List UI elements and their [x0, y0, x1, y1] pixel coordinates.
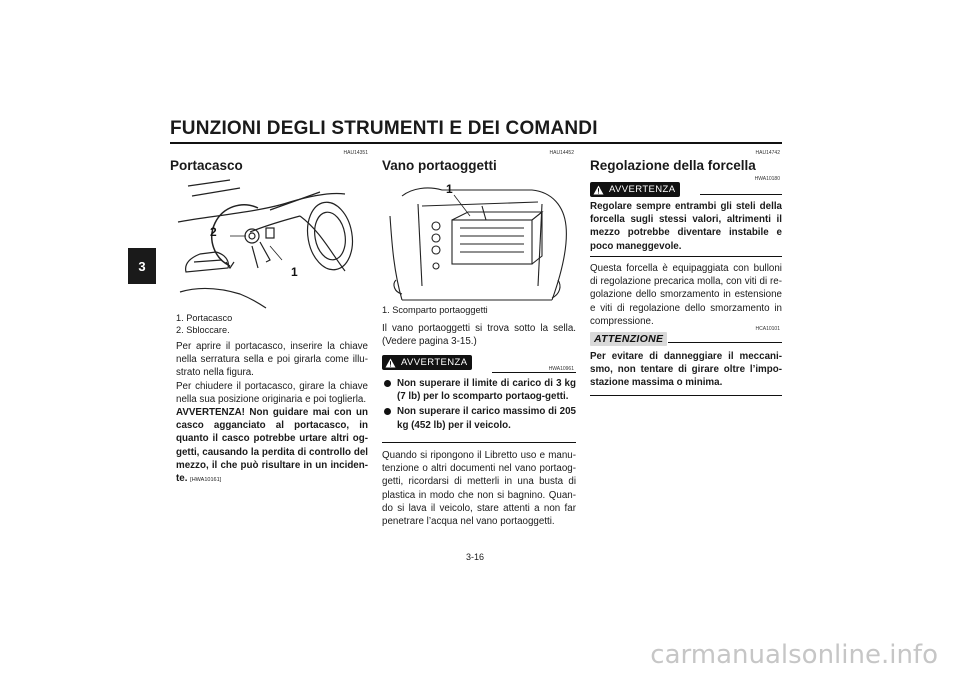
- inline-warning: [176, 406, 368, 487]
- bullet-text: Non superare il limite di carico di 3 kg (7 lb) per lo scomparto portaog-getti.: [397, 378, 576, 403]
- page-number: 3-16: [466, 552, 485, 562]
- section-heading-portacasco: Portacasco: [170, 158, 243, 173]
- portacasco-body: [176, 340, 368, 487]
- caution-rule: [668, 342, 782, 343]
- page-title: FUNZIONI DEGLI STRUMENTI E DEI COMANDI: [170, 118, 598, 139]
- warning-code: HWA10961: [548, 366, 574, 372]
- bullet-text: Non superare il carico massimo di 205 kg (452 lb) per il veicolo.: [397, 406, 576, 431]
- warning-bullets: [382, 377, 576, 432]
- title-rule: [170, 142, 782, 144]
- caution-code: HCA10101: [755, 326, 780, 332]
- section-heading-regolazione-forcella: Regolazione della forcella: [590, 158, 756, 173]
- inline-warning-code: [HWA10161]: [190, 477, 222, 484]
- paragraph: Quando si ripongono il Libretto uso e manu-tenzione o altri documenti nel vano portaog-getti, ricordarsi di metterli in una busta di plastica in modo che non si bagnino. Quan-do si lava il veicolo, stare attenti a non far penetrare l’acqua nel vano portaoggetti.: [382, 450, 576, 528]
- paragraph: Per chiudere il portacasco, girare la chiave nella sua posizione originaria e poi toglierla.: [176, 380, 368, 405]
- bullet-icon: [384, 408, 391, 415]
- chapter-tab: 3: [128, 248, 156, 284]
- caution-header: [590, 332, 667, 346]
- caution-end-rule: [590, 395, 782, 396]
- figure-label-1: 1: [291, 265, 298, 279]
- caption-item: 1. Portacasco: [176, 313, 233, 323]
- list-item: [382, 377, 576, 403]
- figure-label-1: 1: [446, 182, 453, 196]
- paragraph: Per aprire il portacasco, inserire la chiave nella serratura sella e poi girarla come illu-strato nella figura.: [176, 341, 368, 379]
- warning-code: HWA10180: [754, 176, 780, 182]
- warning-rule: [700, 194, 782, 195]
- warning-triangle-icon: [385, 358, 396, 368]
- warning-end-rule: [382, 442, 576, 443]
- watermark: carmanualsonline.info: [650, 640, 938, 670]
- bullet-icon: [384, 380, 391, 387]
- paragraph: Questa forcella è equipaggiata con bulloni di regolazione precarica molla, con viti di re-golazione dello smorzamento in estensione e viti di regolazione dello smorzamento in compressione.: [590, 263, 782, 327]
- section-code: HAU14742: [755, 150, 780, 156]
- inline-warning-text: AVVERTENZA! Non guidare mai con un casco agganciato al portacasco, in quanto il casco potrebbe urtare altri og-getti, causando la perdita di controllo del mezzo, il che può risultare in un inciden-te.: [176, 407, 368, 485]
- paragraph: Il vano portaoggetti si trova sotto la sella. (Vedere pagina 3-15.): [382, 323, 576, 348]
- warning-badge: [382, 355, 472, 370]
- list-item: [382, 405, 576, 431]
- warning-label: AVVERTENZA: [401, 357, 468, 368]
- warning-badge: [590, 182, 680, 197]
- storage-compartment-figure: [382, 176, 576, 304]
- figure-label-2: 2: [210, 225, 217, 239]
- warning-end-rule: [590, 256, 782, 257]
- warning-label: AVVERTENZA: [609, 184, 676, 195]
- figure-caption: 1. Scomparto portaoggetti: [382, 305, 488, 315]
- section-heading-vano-portaoggetti: Vano portaoggetti: [382, 158, 497, 173]
- caution-badge: ATTENZIONE: [590, 332, 667, 346]
- warning-header: [590, 182, 680, 197]
- section-code: HAU14452: [549, 150, 574, 156]
- section-code: HAU14351: [343, 150, 368, 156]
- warning-triangle-icon: [593, 185, 604, 195]
- warning-rule: [492, 372, 576, 373]
- caption-item: 2. Sbloccare.: [176, 325, 230, 335]
- figure-captions: [176, 312, 366, 336]
- helmet-holder-figure: [170, 176, 368, 310]
- caution-text: Per evitare di danneggiare il meccani-smo, non tentare di girare oltre l’impo-stazione massima o minima.: [590, 351, 782, 389]
- warning-text: Regolare sempre entrambi gli steli della forcella sugli stessi valori, altrimenti il mezzo potrebbe diventare instabile e poco maneggevole.: [590, 201, 782, 252]
